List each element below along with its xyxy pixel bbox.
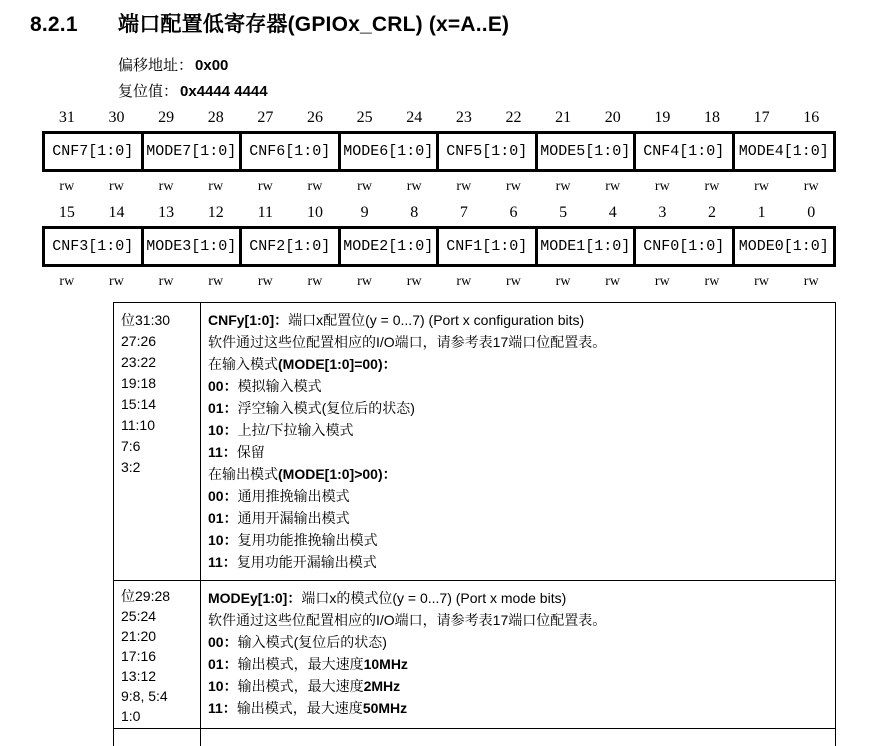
bit-range: 1:0 [121, 708, 141, 724]
access-flag: rw [59, 179, 75, 194]
description-row-cutoff [114, 729, 835, 746]
access-row [42, 178, 836, 196]
description-line-text: 通用开漏输出模式 [237, 510, 350, 526]
description-line-text: 输出模式，最大速度 [237, 656, 364, 672]
description-line-bold: 01： [208, 510, 238, 526]
bit-field-cell: CNF7[1:0] [45, 134, 144, 169]
bit-number: 4 [608, 204, 617, 221]
description-line [208, 609, 827, 631]
description-line [208, 631, 827, 653]
description-row [114, 581, 835, 729]
description-line-bold: 11： [208, 554, 237, 570]
access-flag: rw [307, 274, 323, 289]
description-line-text: 输出模式，最大速度 [236, 700, 363, 716]
bit-number: 11 [257, 204, 274, 221]
bit-field-cell: MODE3[1:0] [144, 229, 243, 264]
description-line-bold: 10： [208, 532, 238, 548]
bit-field-cell: MODE6[1:0] [341, 134, 440, 169]
reset-value: 0x4444 4444 [180, 83, 268, 100]
description-line-text: 端口x配置位(y = 0...7) (Port x configuration bits) [288, 312, 585, 328]
description-line [208, 309, 827, 331]
description-line-text: 在输入模式 [208, 356, 278, 372]
description-line-bold: 01： [208, 656, 238, 672]
access-flag: rw [605, 274, 621, 289]
access-flag: rw [456, 179, 472, 194]
access-flag: rw [506, 274, 521, 289]
bit-range: 27:26 [121, 333, 157, 349]
bit-range: 25:24 [121, 608, 157, 624]
register-description-table [113, 302, 836, 746]
bit-number: 1 [757, 204, 766, 221]
bit-range: 7:6 [121, 438, 141, 454]
access-row [42, 273, 836, 291]
description-line-text: 软件通过这些位配置相应的I/O端口，请参考表17端口位配置表。 [208, 334, 607, 350]
description-line-text: 软件通过这些位配置相应的I/O端口，请参考表17端口位配置表。 [208, 612, 607, 628]
description-line [208, 419, 827, 441]
bit-number: 31 [58, 109, 75, 126]
register-row-low [42, 203, 836, 291]
bit-range-list [114, 303, 201, 580]
description-line [208, 463, 827, 485]
bit-number: 20 [604, 109, 621, 126]
bit-number: 21 [555, 109, 572, 126]
bit-number: 6 [509, 204, 518, 221]
bit-field-cell: MODE0[1:0] [738, 238, 829, 255]
access-flag: rw [704, 274, 720, 289]
bit-field-cell: MODE2[1:0] [341, 229, 440, 264]
access-flag: rw [357, 274, 372, 289]
bit-range-list [114, 729, 201, 746]
bit-field-cell: CNF3[1:0] [45, 229, 144, 264]
bit-field-cell: CNF5[1:0] [439, 134, 538, 169]
description-line-bold: CNFy[1:0]： [208, 312, 289, 328]
bit-field-cell: MODE7[1:0] [144, 134, 243, 169]
description-line [208, 507, 827, 529]
bit-number: 19 [654, 109, 671, 126]
bit-number: 3 [658, 204, 667, 221]
bit-number: 0 [807, 204, 816, 221]
offset-address-value: 0x00 [195, 57, 229, 74]
access-flag: rw [257, 274, 273, 289]
bit-numbers-row [42, 108, 836, 128]
bit-number: 8 [410, 204, 419, 221]
bit-numbers-row [42, 203, 836, 223]
description-line [208, 353, 827, 375]
bit-number: 23 [455, 109, 472, 126]
bit-field-cell: CNF0[1:0] [636, 229, 735, 264]
offset-address-label: 偏移地址： [118, 57, 194, 74]
description-line [208, 397, 827, 419]
description-line-bold: 10： [208, 678, 238, 694]
section-heading [30, 8, 509, 38]
access-flag: rw [555, 179, 571, 194]
bit-range: 15:14 [121, 396, 157, 412]
description-line-bold: 01： [208, 400, 238, 416]
register-row-high [42, 108, 836, 196]
description-line-bold: 00： [208, 634, 238, 650]
bit-range: 19:18 [121, 375, 157, 391]
bit-range: 11:10 [121, 417, 155, 433]
access-flag: rw [109, 274, 124, 289]
access-flag: rw [208, 179, 224, 194]
description-row [114, 303, 835, 581]
description-line-text: 输出模式，最大速度 [237, 678, 364, 694]
description-line [208, 331, 827, 353]
bit-number: 27 [257, 109, 274, 126]
bit-range: 17:16 [121, 648, 157, 664]
bit-field-cell: MODE1[1:0] [538, 229, 637, 264]
description-line-bold: 11： [208, 444, 237, 460]
description-line-text: 复用功能推挽输出模式 [237, 532, 378, 548]
bit-range: 位31:30 [121, 312, 171, 328]
bit-fields-row [42, 131, 836, 172]
description-line-text: 复用功能开漏输出模式 [236, 554, 377, 570]
bit-number: 15 [58, 204, 75, 221]
description-line-bold-suffix: 2MHz [363, 678, 401, 694]
description-line-bold-suffix: (MODE[1:0]=00)： [278, 356, 397, 372]
bit-field-cell: MODE5[1:0] [538, 134, 637, 169]
access-flag: rw [555, 274, 571, 289]
description-line-bold-suffix: (MODE[1:0]>00)： [278, 466, 397, 482]
access-flag: rw [456, 274, 472, 289]
bit-number: 17 [753, 109, 770, 126]
bit-number: 5 [559, 204, 568, 221]
description-line-bold: MODEy[1:0]： [208, 590, 302, 606]
bit-number: 24 [406, 109, 423, 126]
bit-number: 10 [306, 204, 323, 221]
reset-value-label: 复位值： [118, 83, 179, 100]
description-line [208, 529, 827, 551]
access-flag: rw [357, 179, 372, 194]
bit-range-list [114, 581, 201, 728]
access-flag: rw [803, 179, 819, 194]
description-line-text: 输入模式(复位后的状态) [237, 634, 387, 650]
access-flag: rw [605, 179, 621, 194]
bit-range: 位29:28 [121, 588, 171, 604]
description-line-bold: 11： [208, 700, 237, 716]
description-line [208, 375, 827, 397]
access-flag: rw [704, 179, 720, 194]
access-flag: rw [803, 274, 819, 289]
bit-number: 18 [703, 109, 720, 126]
description-line [208, 551, 827, 573]
description-line-text: 端口x的模式位(y = 0...7) (Port x mode bits) [301, 590, 567, 606]
bit-range: 13:12 [121, 668, 157, 684]
bit-range: 21:20 [121, 628, 157, 644]
bit-fields-row [42, 226, 836, 267]
description-line-text: 通用推挽输出模式 [237, 488, 350, 504]
section-number: 8.2.1 [30, 13, 78, 36]
description-lines [201, 729, 835, 746]
access-flag: rw [654, 179, 670, 194]
description-line-text: 浮空输入模式(复位后的状态) [237, 400, 415, 416]
access-flag: rw [307, 179, 323, 194]
description-line-bold: 00： [208, 488, 238, 504]
access-flag: rw [754, 274, 769, 289]
bit-number: 7 [459, 204, 468, 221]
description-line-text: 在输出模式 [208, 466, 278, 482]
access-flag: rw [654, 274, 670, 289]
access-flag: rw [158, 274, 174, 289]
description-line [208, 697, 827, 719]
bit-number: 29 [158, 109, 175, 126]
page-title: 端口配置低寄存器(GPIOx_CRL) (x=A..E) [118, 13, 510, 36]
bit-number: 26 [306, 109, 323, 126]
access-flag: rw [109, 179, 124, 194]
description-line-text: 模拟输入模式 [237, 378, 322, 394]
access-flag: rw [506, 179, 521, 194]
offset-address-line [118, 54, 228, 75]
bit-number: 9 [360, 204, 369, 221]
reset-value-line [118, 80, 268, 101]
access-flag: rw [208, 274, 224, 289]
bit-number: 2 [707, 204, 716, 221]
description-line-bold-suffix: 10MHz [363, 656, 408, 672]
description-line [208, 587, 827, 609]
description-line-bold-suffix: 50MHz [362, 700, 408, 716]
bit-range: 3:2 [121, 459, 141, 475]
description-line-text: 上拉/下拉输入模式 [237, 422, 354, 438]
bit-field-cell: MODE4[1:0] [738, 143, 829, 160]
description-lines [201, 581, 835, 728]
bit-number: 30 [108, 109, 125, 126]
access-flag: rw [59, 274, 75, 289]
access-flag: rw [158, 179, 174, 194]
bit-field-cell: CNF6[1:0] [242, 134, 341, 169]
bit-number: 28 [207, 109, 224, 126]
bit-field-cell: CNF2[1:0] [242, 229, 341, 264]
description-lines [201, 303, 835, 580]
access-flag: rw [754, 179, 769, 194]
access-flag: rw [406, 179, 422, 194]
access-flag: rw [257, 179, 273, 194]
description-line [208, 441, 827, 463]
bit-field-cell: CNF1[1:0] [439, 229, 538, 264]
description-line-text: 保留 [236, 444, 265, 460]
bit-number: 12 [207, 204, 224, 221]
description-line [208, 675, 827, 697]
bit-number: 16 [803, 109, 820, 126]
description-line-bold: 00： [208, 378, 238, 394]
description-line [208, 653, 827, 675]
bit-number: 25 [356, 109, 373, 126]
bit-range: 23:22 [121, 354, 157, 370]
bit-number: 13 [158, 204, 175, 221]
description-line-bold: 10： [208, 422, 238, 438]
access-flag: rw [406, 274, 422, 289]
bit-number: 22 [505, 109, 522, 126]
bit-range: 9:8, 5:4 [121, 688, 168, 704]
description-line [208, 485, 827, 507]
bit-number: 14 [108, 204, 125, 221]
bit-field-cell: CNF4[1:0] [636, 134, 735, 169]
